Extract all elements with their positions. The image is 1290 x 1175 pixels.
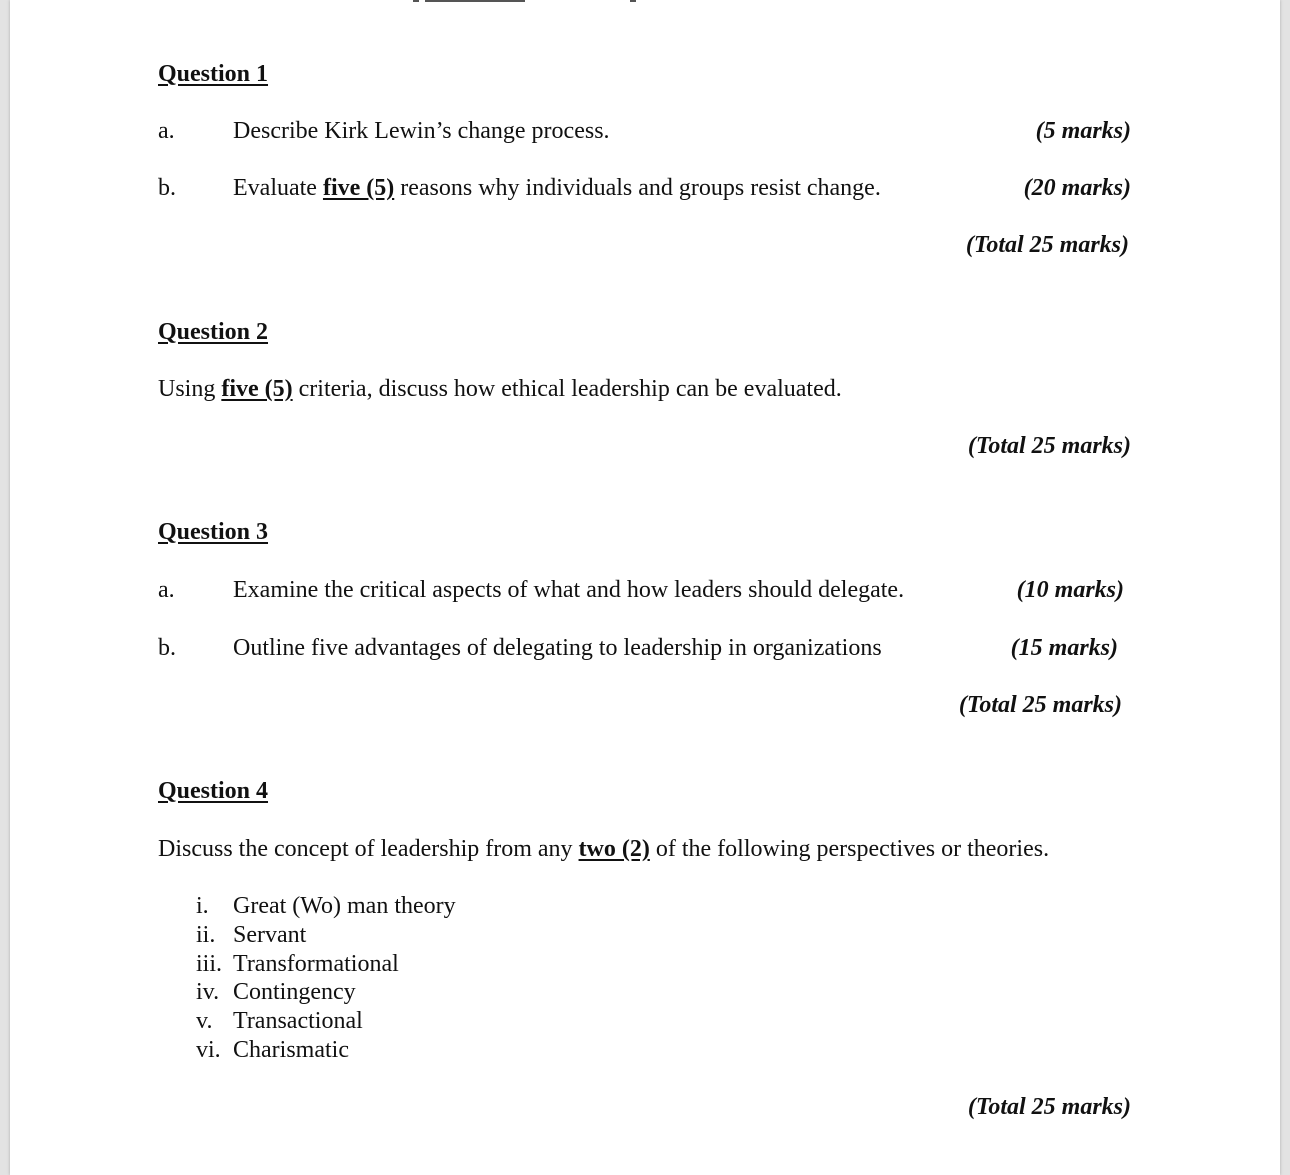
question-4-title: Question 4 [158, 778, 269, 804]
q4-total-marks: (Total 25 marks) [967, 1094, 1131, 1120]
list-item-num: i. [196, 893, 209, 919]
q1-a-marks: (5 marks) [1035, 118, 1131, 144]
q3-b-label: b. [158, 635, 176, 661]
list-item: Great (Wo) man theory [233, 893, 456, 919]
q1-b-label: b. [158, 175, 176, 201]
list-item-num: v. [196, 1008, 213, 1034]
q3-a-text: Examine the critical aspects of what and how leaders should delegate. [233, 577, 905, 603]
list-item-num: vi. [196, 1037, 221, 1063]
question-3-title: Question 3 [158, 519, 269, 545]
q4-pre: Discuss the concept of leadership from any [158, 836, 579, 862]
q4-emphasis: two (2) [578, 836, 650, 862]
q2-text [158, 375, 842, 403]
list-item: Servant [233, 922, 307, 948]
q4-post: of the following perspectives or theories. [649, 836, 1050, 862]
list-item: Transformational [233, 951, 399, 977]
question-2-title: Question 2 [158, 319, 269, 345]
top-fragment-mark [630, 0, 636, 2]
q1-b-text [233, 174, 881, 202]
q2-pre: Using [158, 376, 222, 402]
q2-emphasis: five (5) [221, 376, 293, 402]
q1-b-emphasis: five (5) [322, 175, 395, 201]
q1-total-marks: (Total 25 marks) [965, 232, 1129, 258]
list-item-num: ii. [196, 922, 216, 948]
q1-a-text: Describe Kirk Lewin’s change process. [233, 118, 610, 144]
list-item-num: iii. [196, 951, 223, 977]
q2-total-marks: (Total 25 marks) [967, 433, 1131, 459]
top-fragment-rule [425, 0, 525, 2]
q1-b-marks: (20 marks) [1023, 175, 1131, 201]
q3-a-marks: (10 marks) [1016, 577, 1124, 603]
list-item: Contingency [233, 979, 356, 1005]
q3-total-marks: (Total 25 marks) [958, 692, 1122, 718]
q2-post: criteria, discuss how ethical leadership can be evaluated. [292, 376, 842, 402]
document-page [10, 0, 1280, 1175]
list-item: Charismatic [233, 1037, 349, 1063]
list-item-num: iv. [196, 979, 220, 1005]
q1-b-post: reasons why individuals and groups resist change. [394, 175, 881, 201]
question-1-title: Question 1 [158, 61, 269, 87]
q3-b-text: Outline five advantages of delegating to leadership in organizations [233, 635, 882, 661]
list-item: Transactional [233, 1008, 363, 1034]
q4-text [158, 835, 1049, 863]
q1-b-pre: Evaluate [233, 175, 323, 201]
top-fragment-mark [413, 0, 419, 2]
q3-a-label: a. [158, 577, 175, 603]
q3-b-marks: (15 marks) [1010, 635, 1118, 661]
q1-a-label: a. [158, 118, 175, 144]
